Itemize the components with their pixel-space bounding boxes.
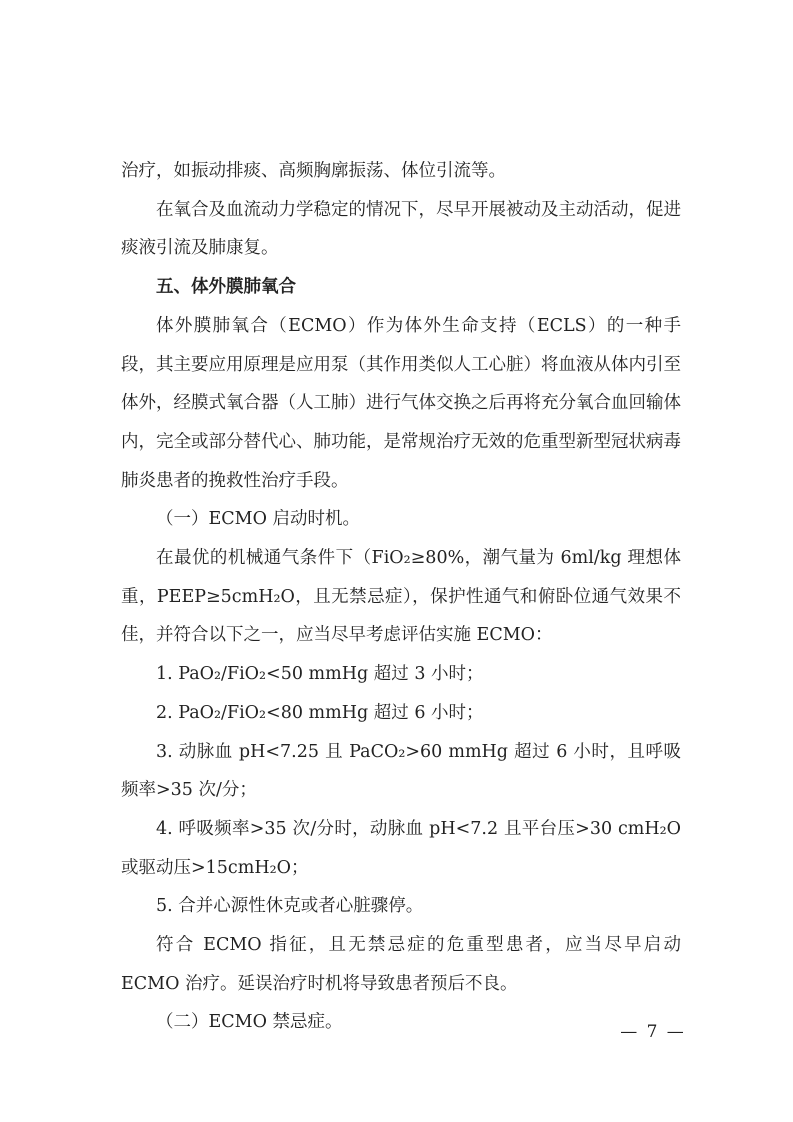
paragraph: 治疗，如振动排痰、高频胸廓振荡、体位引流等。 <box>121 161 506 181</box>
paragraph: 在最优的机械通气条件下（FiO₂≥80%，潮气量为 6ml/kg 理想体重，PEEP≥5cmH₂O，且无禁忌症），保护性通气和俯卧位通气效果不佳，并符合以下之一，应当尽早考虑评估实施 ECMO： <box>121 548 681 646</box>
page-number: — 7 — <box>620 1022 686 1042</box>
list-item: 5. 合并心源性休克或者心脏骤停。 <box>156 896 424 917</box>
list-item: 1. PaO₂/FiO₂<50 mmHg 超过 3 小时； <box>156 664 484 685</box>
subsection-heading: （一）ECMO 启动时机。 <box>156 509 360 530</box>
paragraph: 体外膜肺氧合（ECMO）作为体外生命支持（ECLS）的一种手段，其主要应用原理是应用泵（其作用类似人工心脏）将血液从体内引至体外，经膜式氧合器（人工肺）进行气体交换之后再将充分氧合血回输体内，完全或部分替代心、肺功能，是常规治疗无效的危重型新型冠状病毒肺炎患者的挽救性治疗手段。 <box>121 315 681 491</box>
list-item: 4. 呼吸频率>35 次/分时，动脉血 pH<7.2 且平台压>30 cmH₂O 或驱动压>15cmH₂O； <box>121 818 681 878</box>
subsection-heading: （二）ECMO 禁忌症。 <box>156 1012 343 1033</box>
section-heading: 五、体外膜肺氧合 <box>156 277 296 298</box>
list-item: 3. 动脉血 pH<7.25 且 PaCO₂>60 mmHg 超过 6 小时，且呼吸频率>35 次/分； <box>121 741 681 801</box>
paragraph: 在氧合及血流动力学稳定的情况下，尽早开展被动及主动活动，促进痰液引流及肺康复。 <box>121 199 681 259</box>
paragraph: 符合 ECMO 指征，且无禁忌症的危重型患者，应当尽早启动 ECMO 治疗。延误治疗时机将导致患者预后不良。 <box>121 935 681 994</box>
document-body <box>121 152 681 1042</box>
list-item: 2. PaO₂/FiO₂<80 mmHg 超过 6 小时； <box>156 702 484 723</box>
